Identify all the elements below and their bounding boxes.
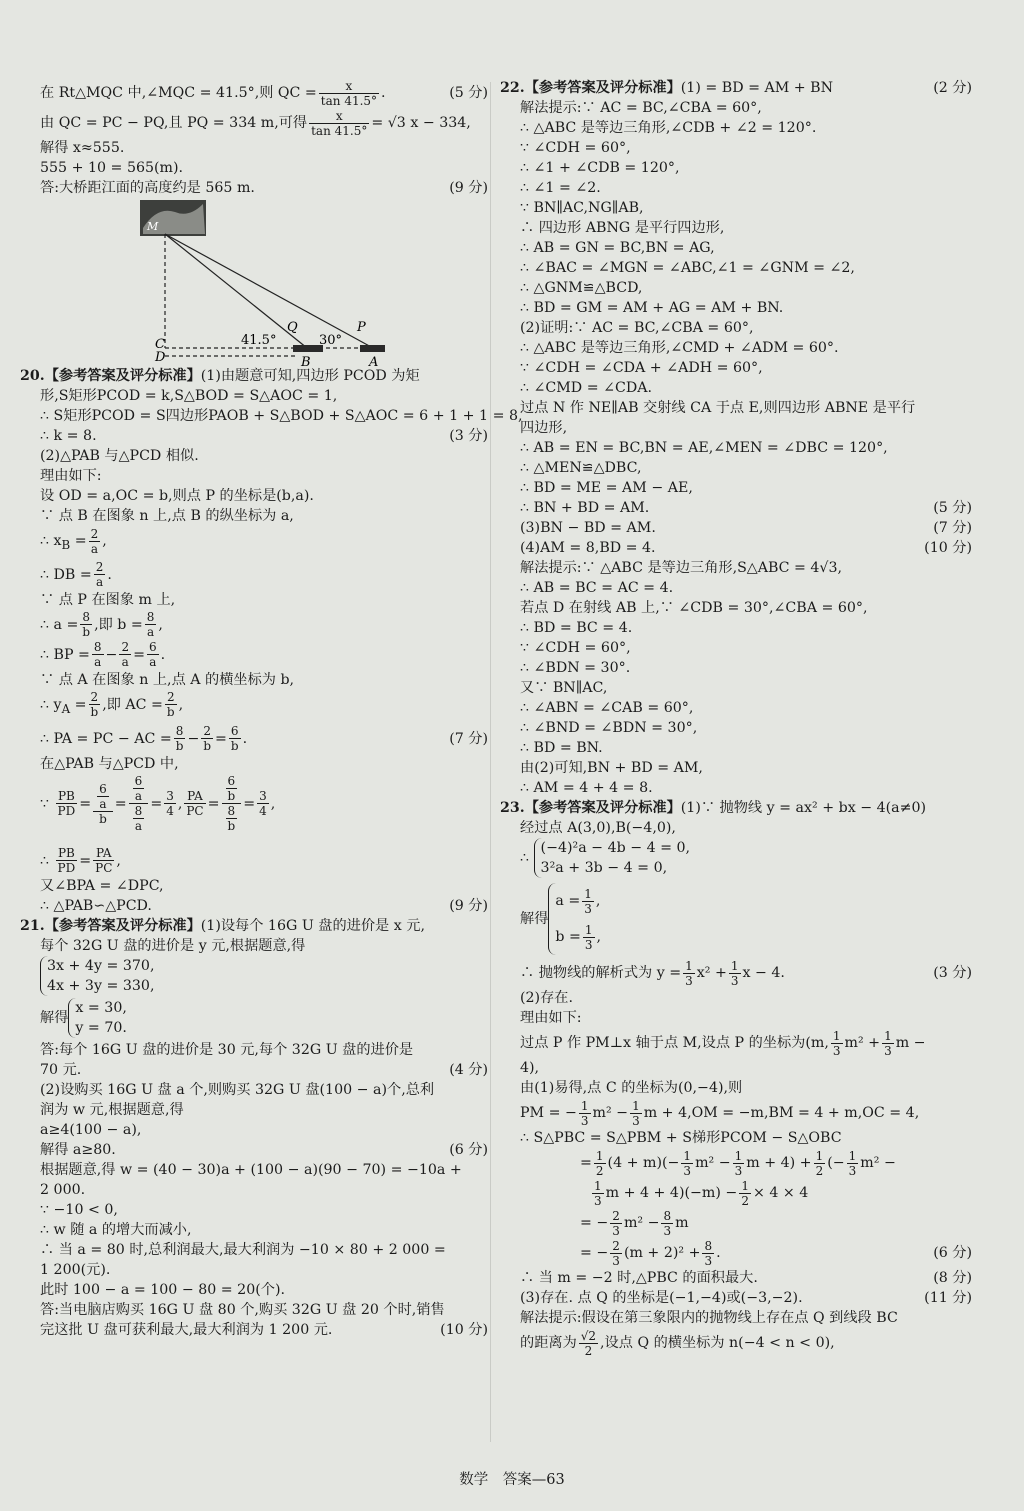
svg-text:M: M [147, 220, 159, 233]
q22-header: 22.【参考答案及评分标准】(1) = BD = AM + BN (2 分) [500, 80, 972, 96]
score: (7 分) [449, 730, 488, 747]
q19-line-2: 由 QC = PC − PQ,且 PQ = 334 m,可得 $\frac{x}{\tan 41.5^\circ}$ = √3 x − 334, [40, 108, 471, 138]
svg-text:B: B [301, 355, 311, 366]
q23-header: 23.【参考答案及评分标准】(1)∵ 抛物线 y = ax² + bx − 4(a≠0) [500, 800, 927, 816]
fraction: $\frac{x}{\tan 41.5^\circ}$ [320, 78, 378, 108]
score: (7 分) [933, 520, 972, 536]
q19-line-4: 555 + 10 = 565(m). [40, 160, 184, 176]
equation-system: x = 30, y = 70. [68, 998, 127, 1038]
bridge-diagram [135, 198, 385, 366]
svg-text:P: P [357, 320, 366, 335]
svg-text:C: C [155, 337, 165, 352]
score: (10 分) [440, 1321, 488, 1338]
svg-text:30°: 30° [319, 333, 343, 348]
right-column: 22.【参考答案及评分标准】(1) = BD = AM + BN (2 分) 解法提示:∵ AC = BC,∠CBA = 60°, ∴ △ABC 是等边三角形,∠CDB + ∠2 = 120°. ∵ ∠CDH = 60°, ∴ ∠1 + ∠CDB = 120°, ∴ ∠1 = ∠2. ∵ BN∥AC,NG∥AB, ∴ 四边形 ABNG 是平行四边形, ∴ AB = GN = BC,BN = AG, ∴ ∠BAC = ∠MGN = ∠ABC,∠1 = ∠GNM = ∠2, ∴ △GNM≌△BCD, ∴ BD = GM = AM + AG = AM + BN. (2)证明:∵ AC = BC,∠CBA = 60°, ∴ △ABC 是等边三角形,∠CMD + ∠ADM = 60°. ∵ ∠CDH = ∠CDA + ∠ADH = 60°, ∴ ∠CMD = ∠CDA. 过点 N 作 NE∥AB 交射线 CA 于点 E,则四边形 ABNE 是平行 四边形, ∴ AB = EN = BC,BN = AE,∠MEN = ∠DBC = 120°, ∴ △MEN≌△DBC, ∴ BD = ME = AM − AE, ∴ BN + BD = AM. (5 分) (3)BN − BD = AM. (7 分) (4)AM = 8,BD = 4. (10 分) 解法提示:∵ △ABC 是等边三角形,S△ABC = 4√3, ∴ AB = BC = AC = 4. 若点 D 在射线 AB 上,∵ ∠CDB = 30°,∠CBA = 60°, ∴ BD = BC = 4. ∵ ∠CDH = 60°, ∴ ∠BDN = 30°. 又∵ BN∥AC, ∴ ∠ABN = ∠CAB = 60°, ∴ ∠BND = ∠BDN = 30°, ∴ BD = BN. 由(2)可知,BN + BD = AM, ∴ AM = 4 + 4 = 8. 23.【参考答案及评分标准】(1)∵ 抛物线 y = ax² + bx − 4(a≠0) 经过点 A(3,0),B(−4,0), ∴ (−4)²a − 4b − 4 = 0, 3²a + 3b − 4 = 0, 解得 a = $\frac{1}{3}$ , b = $\frac{1}{3}$ , ∴ 抛物线的解析式为 y = $\frac{1}{3}$ x² + $\frac{1}{3}$ x − 4. (3 分) (2)存在. 理由如下: 过点 P 作 PM⊥x 轴于点 M,设点 P 的坐标为(m, $\frac{1}{3}$ m² + $\frac{1}{3}$ m − 4), 由(1)易得,点 C 的坐标为(0,−4),则 PM = − $\frac{1}{3}$ m² − $\frac{1}{3}$ m + 4,OM = −m,BM = 4 + m,OC = 4, ∴ S△PBC = S△PBM + S梯形PCOM − S△OBC = $\frac{1}{2}$ (4 + m)(− $\frac{1}{3}$ m² − $\frac{1}{3}$ m + 4) + $\frac{1}{2}$ (− $\frac{1}{3}$ m² − $\frac{1}{3}$ m + 4 + 4)(−m) − $\frac{1}{2}$ × 4 × 4 = − $\frac{2}{3}$ m² − $\frac{8}{3}$ m = − $\frac{2}{3}$ (m + 2)² + $\frac{8}{3}$ . (6 分) ∴ 当 m = −2 时,△PBC 的面积最大. (8 分) (3)存在. 点 Q 的坐标是(−1,−4)或(−3,−2). (11 分) 解法提示:假设在第三象限内的抛物线上存在点 Q 到线段 BC 的距离为 $\frac{√2}{2}$ ,设点 Q 的横坐标为 n(−4 < n < 0), [500, 80, 972, 1358]
equation-system: (−4)²a − 4b − 4 = 0, 3²a + 3b − 4 = 0, [534, 838, 691, 878]
score: (2 分) [933, 80, 972, 96]
score: (11 分) [924, 1290, 972, 1306]
fraction: $\frac{x}{\tan 41.5^\circ}$ [311, 108, 368, 138]
score: (9 分) [449, 897, 488, 914]
score: (3 分) [449, 428, 488, 444]
score: (3 分) [933, 965, 972, 981]
score: (4 分) [449, 1061, 488, 1078]
page-footer: 数学 答案—63 [459, 1472, 565, 1488]
left-column: 在 Rt△MQC 中,∠MQC = 41.5°,则 QC = $\frac{x}{\tan 41.5^\circ}$ . (5 分) 由 QC = PC − PQ,且 PQ = 334 m,可得 $\frac{x}{\tan 41.5^\circ}$ = √3 x − 334, 解得 x≈555. 555 + 10 = 565(m). 答:大桥距江面的高度约是 565 m. (9 分) M C D Q P B A 41.5° 30° 20.【参考答案及评分标准】(1)由题意可知,四边形 PCOD 为矩 形,S矩形PCOD = k,S△BOD = S△AOC = 1, ∴ S矩形PCOD = S四边形PAOB + S△BOD + S△AOC = 6 + 1 + 1 = 8, ∴ k = 8. (3 分) (2)△PAB 与△PCD 相似. 理由如下: 设 OD = a,OC = b,则点 P 的坐标是(b,a). ∵ 点 B 在图象 n 上,点 B 的纵坐标为 a, ∴ $x_B$ = $\frac{2}{a}$ , ∴ DB = $\frac{2}{a}$ . ∵ 点 P 在图象 m 上, ∴ a = $\frac{8}{b}$ ,即 b = $\frac{8}{a}$ , ∴ BP = $\frac{8}{a}$ − $\frac{2}{a}$ = $\frac{6}{a}$ . ∵ 点 A 在图象 n 上,点 A 的横坐标为 b, ∴ $y_A$ = $\frac{2}{b}$ ,即 AC = $\frac{2}{b}$ , ∴ PA = PC − AC = $\frac{8}{b}$ − $\frac{2}{b}$ = $\frac{6}{b}$ . (7 分) 在△PAB 与△PCD 中, ∵ $\frac{PB}{PD}$ = $\frac{\frac{6}{a}}{b}$ = $\frac{\frac{6}{a}}{\frac{8}{a}}$ = $\frac{3}{4}$ , $\frac{PA}{PC}$ = $\frac{\frac{6}{b}}{\frac{8}{b}}$ = $\frac{3}{4}$ , ∴ $\frac{PB}{PD}$ = $\frac{PA}{PC}$ , 又∠BPA = ∠DPC, ∴ △PAB∽△PCD. (9 分) 21.【参考答案及评分标准】(1)设每个 16G U 盘的进价是 x 元, 每个 32G U 盘的进价是 y 元,根据题意,得 3x + 4y = 370, 4x + 3y = 330, 解得 x = 30, y = 70. 答:每个 16G U 盘的进价是 30 元,每个 32G U 盘的进价是 70 元. (4 分) (2)设购买 16G U 盘 a 个,则购买 32G U 盘(100 − a)个,总利 润为 w 元,根据题意,得 a≥4(100 − a), 解得 a≥80. (6 分) 根据题意,得 w = (40 − 30)a + (100 − a)(90 − 70) = −10a + 2 000. ∵ −10 < 0, ∴ w 随 a 的增大而减小, ∴ 当 a = 80 时,总利润最大,最大利润为 −10 × 80 + 2 000 = 1 200(元). 此时 100 − a = 100 − 80 = 20(个). 答:当电脑店购买 16G U 盘 80 个,购买 32G U 盘 20 个时,销售 完这批 U 盘可获利最大,最大利润为 1 200 元. (10 分) [20, 78, 523, 1338]
equation-system: a = $\frac{1}{3}$ , b = $\frac{1}{3}$ , [548, 883, 601, 955]
equation-system: 3x + 4y = 370, 4x + 3y = 330, [40, 956, 154, 996]
bridge-figure [135, 198, 385, 366]
svg-text:A: A [369, 355, 379, 366]
svg-text:D: D [155, 350, 166, 365]
q20-header: 20.【参考答案及评分标准】(1)由题意可知,四边形 PCOD 为矩 [20, 368, 420, 384]
score: (5 分) [449, 85, 488, 101]
q21-header: 21.【参考答案及评分标准】(1)设每个 16G U 盘的进价是 x 元, [20, 917, 425, 934]
column-divider [490, 82, 491, 1442]
q19-line-5: 答:大桥距江面的高度约是 565 m. (9 分) [40, 180, 488, 196]
ratio-line: ∵ $\frac{PB}{PD}$ = $\frac{\frac{6}{a}}{b}$ = $\frac{\frac{6}{a}}{\frac{8}{a}}$ = $\frac{3}{4}$ , $\frac{PA}{PC}$ = $\frac{\frac{6}{b}}{\frac{8}{b}}$ = $\frac{3}{4}$ , [40, 774, 276, 834]
score: (6 分) [933, 1245, 972, 1261]
score: (8 分) [933, 1270, 972, 1286]
svg-text:Q: Q [287, 320, 298, 335]
svg-text:41.5°: 41.5° [241, 333, 277, 348]
q19-line-1: 在 Rt△MQC 中,∠MQC = 41.5°,则 QC = $\frac{x}{\tan 41.5^\circ}$ . (5 分) [40, 78, 488, 108]
score: (5 分) [933, 500, 972, 516]
q19-line-3: 解得 x≈555. [40, 140, 125, 156]
score: (9 分) [449, 180, 488, 196]
score: (6 分) [449, 1141, 488, 1158]
score: (10 分) [924, 540, 972, 556]
